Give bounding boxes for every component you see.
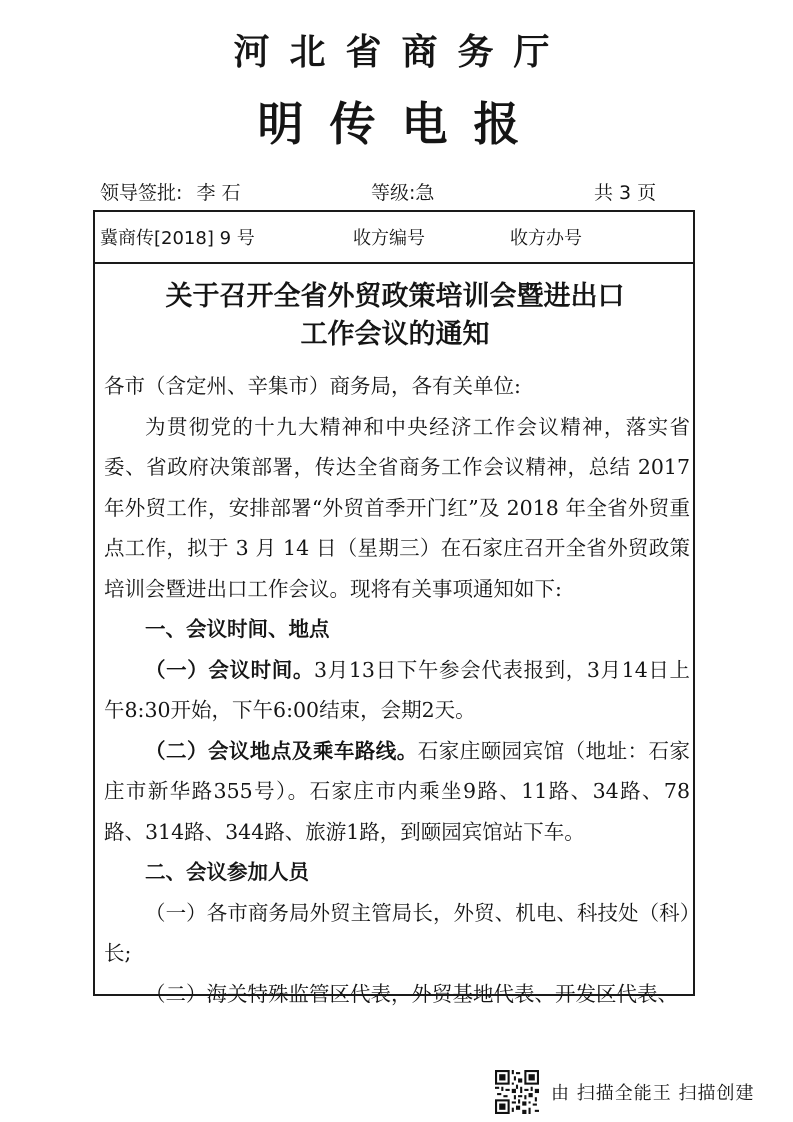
meeting-venue-label: （二）会议地点及乘车路线。 — [145, 738, 418, 763]
intro-paragraph: 为贯彻党的十九大精神和中央经济工作会议精神，落实省委、省政府决策部署，传达全省商务工作会议精神，总结 2017 年外贸工作，安排部署“外贸首季开门红”及 2018 年全省外贸重点工作，拟于 3 月 14 日（星期三）在石家庄召开全省外贸政策培训会暨进出口工作会议。现将有关事项通知如下: — [104, 414, 690, 601]
leader-approval-value: 李石 — [196, 182, 247, 204]
meeting-time-paragraph — [104, 650, 690, 731]
document-type: 明传电报 — [257, 97, 546, 151]
urgency-level — [371, 178, 434, 205]
participants-item2: （二）海关特殊监管区代表，外贸基地代表、开发区代表、 — [145, 981, 678, 1006]
section1-heading: 一、会议时间、地点 — [145, 617, 330, 641]
meeting-time-label: （一）会议时间。 — [145, 657, 315, 682]
scanner-credit-text: 由 扫描全能王 扫描创建 — [551, 1083, 755, 1104]
urgency-level-value: 急 — [415, 182, 435, 204]
salutation: 各市（含定州、辛集市）商务局，各有关单位: — [104, 374, 521, 398]
meeting-venue-text: 石家庄颐园宾馆（地址：石家庄市新华路355号）。石家庄市内乘坐9路、11路、34路、78路、314路、344路、旅游1路，到颐园宾馆站下车。 — [104, 738, 691, 844]
notice-title — [100, 278, 690, 354]
frame-divider — [93, 262, 695, 264]
meeting-time-text: 3月13日下午参会代表报到，3月14日上午8:30开始，下午6:00结束，会期2天。 — [104, 657, 691, 722]
receiver-code-label: 收方编号 — [353, 228, 425, 249]
page-count: 共 3 页 — [594, 182, 657, 204]
notice-body — [104, 366, 690, 1014]
participants-item1: （一）各市商务局外贸主管局长，外贸、机电、科技处（科）长; — [104, 900, 690, 965]
document-number: 冀商传[2018] 9 号 — [100, 228, 255, 249]
leader-approval-label: 领导签批: — [100, 182, 183, 204]
receiver-office-label: 收方办号 — [510, 228, 582, 249]
org-name: 河北省商务厅 — [233, 31, 570, 73]
qr-code-icon — [495, 1070, 539, 1114]
meeting-venue-paragraph — [104, 731, 690, 853]
notice-title-line2: 工作会议的通知 — [300, 319, 490, 350]
urgency-level-label: 等级: — [371, 182, 416, 204]
section2-heading: 二、会议参加人员 — [145, 860, 309, 884]
notice-title-line1: 关于召开全省外贸政策培训会暨进出口 — [165, 281, 625, 312]
leader-approval — [100, 178, 246, 205]
scanner-footer — [495, 1072, 754, 1112]
